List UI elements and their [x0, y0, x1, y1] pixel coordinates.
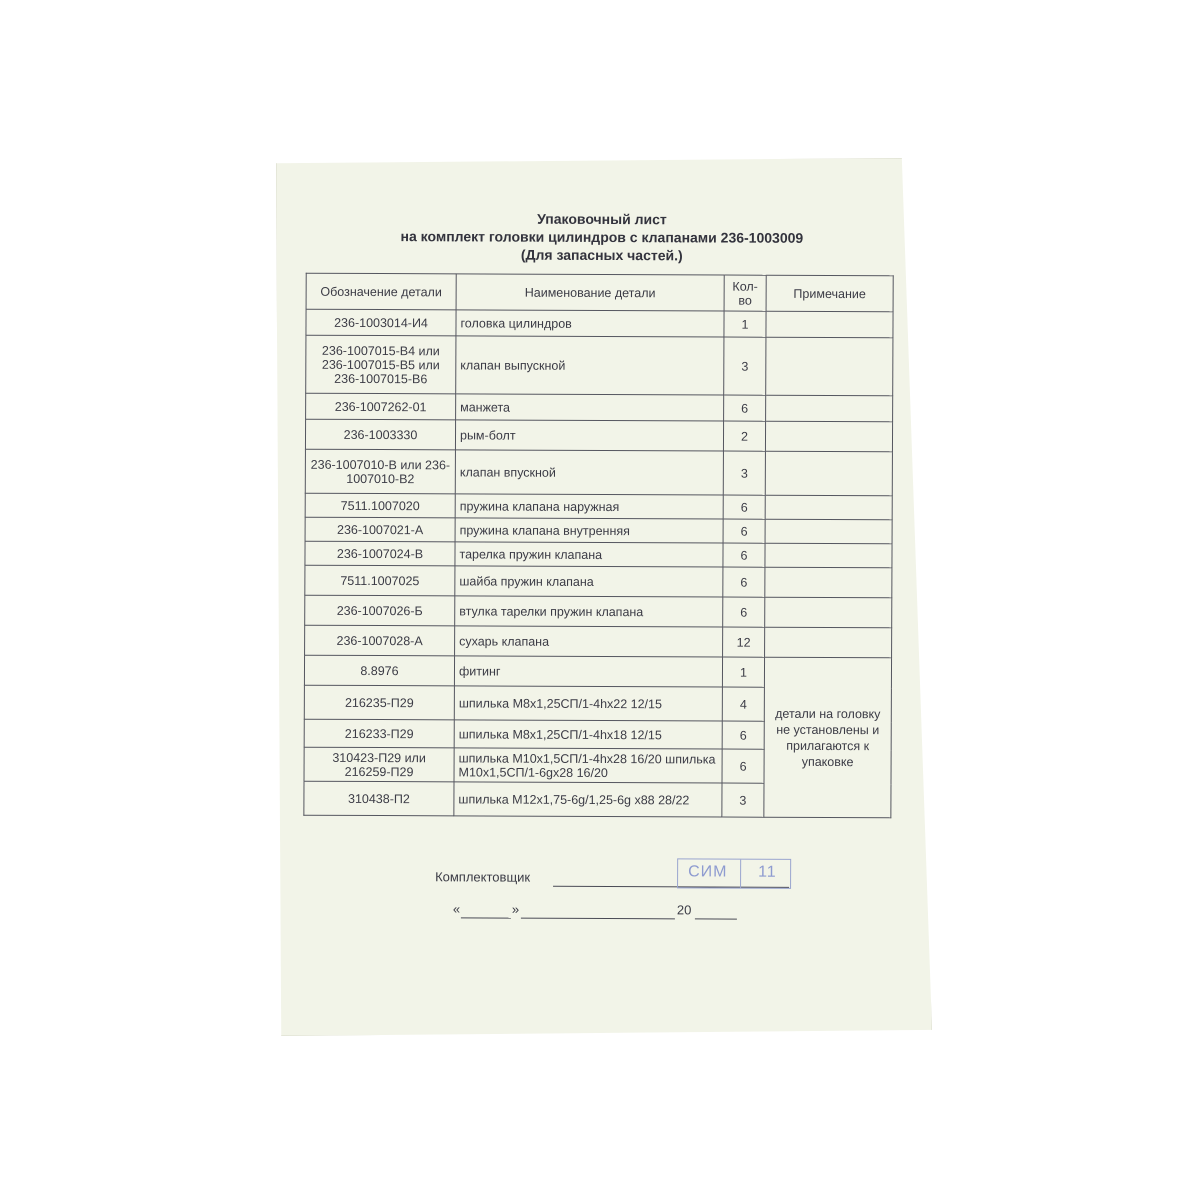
part-code: 7511.1007020 [305, 493, 455, 518]
date-month-field [521, 902, 675, 920]
part-qty: 6 [724, 395, 766, 421]
part-name: пружина клапана внутренняя [455, 518, 723, 543]
part-note-empty [765, 451, 892, 496]
table-row [306, 335, 893, 396]
part-code: 216233-П29 [304, 719, 454, 748]
packing-list-content [303, 209, 898, 932]
part-qty: 4 [722, 687, 764, 721]
part-qty: 6 [722, 721, 764, 749]
part-code: 236-1007015-В4 или 236-1007015-В5 или 236-1007015-В6 [306, 335, 456, 394]
table-header-row [306, 273, 893, 312]
part-qty: 6 [723, 597, 765, 627]
date-line [303, 901, 895, 918]
table-row [305, 625, 892, 658]
header-qty: Кол-во [724, 275, 766, 311]
stamp-code: СИМ [688, 863, 728, 881]
part-qty: 6 [722, 749, 764, 783]
part-qty: 3 [724, 337, 766, 395]
part-note-empty [765, 495, 892, 520]
part-code: 310438-П2 [304, 781, 454, 816]
part-code: 236-1007026-Б [305, 595, 455, 626]
table-row [305, 541, 892, 568]
part-qty: 12 [723, 627, 765, 657]
table-row [305, 565, 892, 598]
header-note: Примечание [766, 275, 893, 312]
part-name: клапан выпускной [456, 336, 724, 395]
part-qty: 6 [723, 567, 765, 597]
part-qty: 6 [723, 519, 765, 543]
part-code: 236-1007010-В или 236-1007010-В2 [305, 449, 455, 494]
part-name: головка цилиндров [456, 310, 724, 337]
part-note-empty [765, 519, 892, 544]
part-code: 236-1003014-И4 [306, 309, 456, 336]
part-qty: 2 [723, 421, 765, 451]
part-note-empty [766, 337, 893, 396]
part-name: втулка тарелки пружин клапана [455, 596, 723, 627]
title-line-1: Упаковочный лист [537, 210, 667, 228]
part-name: шпилька М8х1,25СП/1-4hх22 12/15 [454, 686, 722, 721]
assembler-label: Комплектовщик [435, 869, 531, 885]
part-code: 8.8976 [304, 655, 454, 686]
date-day-field [461, 901, 511, 918]
part-name: манжета [456, 394, 724, 421]
table-row [306, 309, 893, 338]
parts-table [303, 273, 893, 819]
table-row [305, 517, 892, 544]
table-row [304, 655, 891, 688]
part-note-empty [765, 421, 892, 452]
date-year-field [695, 902, 737, 919]
document-title [306, 209, 898, 266]
part-name: клапан впускной [455, 450, 723, 495]
year-prefix: 20 [676, 902, 692, 918]
part-note-empty [766, 311, 893, 338]
attached-parts-note: детали на головку не установлены и прилагаются к упаковке [764, 657, 892, 818]
part-qty: 3 [723, 451, 765, 495]
date-close-quote: » [511, 901, 520, 917]
part-code: 236-1007262-01 [306, 393, 456, 420]
part-note-empty [765, 627, 892, 658]
table-row [305, 449, 892, 496]
part-name: шпилька М8х1,25СП/1-4hх18 12/15 [454, 720, 722, 749]
part-code: 310423-П29 или 216259-П29 [304, 747, 454, 782]
part-note-empty [765, 597, 892, 628]
header-code: Обозначение детали [306, 273, 456, 310]
part-note-empty [765, 543, 892, 568]
part-note-empty [765, 567, 892, 598]
part-name: рым-болт [455, 420, 723, 451]
table-row [305, 493, 892, 520]
part-code: 236-1007021-А [305, 517, 455, 542]
part-name: шпилька М12х1,75-6g/1,25-6g х88 28/22 [454, 782, 722, 817]
part-qty: 1 [722, 657, 764, 687]
table-row [305, 595, 892, 628]
part-name: фитинг [454, 656, 722, 687]
stamp-divider [740, 860, 741, 888]
part-name: пружина клапана наружная [455, 494, 723, 519]
stamp-number: 11 [758, 863, 777, 881]
title-line-2: на комплект головки цилиндров с клапанами 236-1003009 [400, 228, 804, 246]
part-name: сухарь клапана [455, 626, 723, 657]
part-code: 7511.1007025 [305, 565, 455, 596]
part-name: шпилька М10х1,5СП/1-4hх28 16/20 шпилька М10х1,5СП/1-6gх28 16/20 [454, 748, 722, 783]
part-qty: 1 [724, 311, 766, 337]
table-row [305, 419, 892, 452]
part-code: 236-1007028-А [305, 625, 455, 656]
title-line-3: (Для запасных частей.) [520, 246, 683, 264]
part-code: 216235-П29 [304, 685, 454, 720]
part-qty: 6 [723, 495, 765, 519]
assembler-stamp [677, 858, 791, 888]
part-name: тарелка пружин клапана [455, 542, 723, 567]
table-row [306, 393, 893, 422]
header-name: Наименование детали [456, 274, 724, 311]
part-qty: 6 [723, 543, 765, 567]
part-qty: 3 [722, 783, 764, 817]
date-open-quote: « [452, 901, 461, 917]
part-note-empty [766, 395, 893, 422]
part-name: шайба пружин клапана [455, 566, 723, 597]
part-code: 236-1007024-В [305, 541, 455, 566]
assembler-line [303, 863, 895, 885]
part-code: 236-1003330 [305, 419, 455, 450]
